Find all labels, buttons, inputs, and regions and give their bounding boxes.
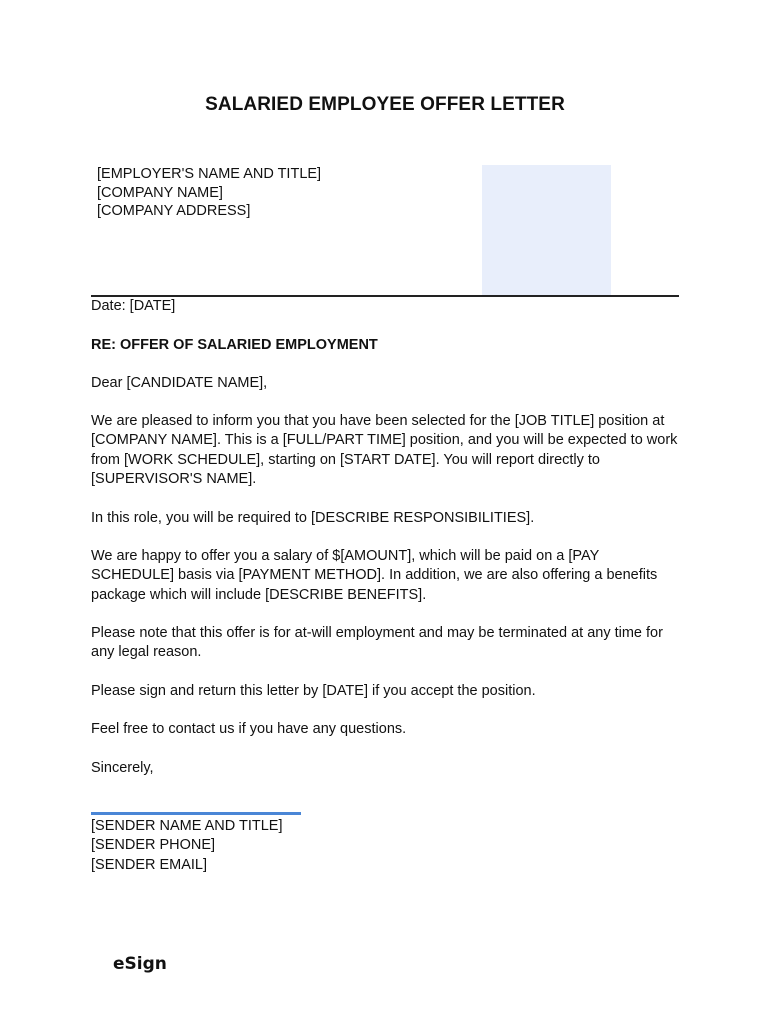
- paragraph-salary: We are happy to offer you a salary of $[AMOUNT], which will be paid on a [PAY SCHEDULE] basis via [PAYMENT METHOD]. In addition, we are also offering a benefits package which will include [DESCRIBE BENEFITS].: [91, 548, 658, 603]
- employer-company-address: [COMPANY ADDRESS]: [97, 203, 251, 219]
- salutation: Dear [CANDIDATE NAME],: [91, 375, 268, 391]
- employer-block: [97, 165, 321, 221]
- logo-placeholder[interactable]: [482, 165, 611, 297]
- employer-company-name: [COMPANY NAME]: [97, 184, 223, 201]
- paragraph-at-will: Please note that this offer is for at-will employment and may be terminated at any time for any legal reason.: [91, 625, 663, 661]
- date-line: Date: [DATE]: [91, 298, 176, 314]
- closing: Sincerely,: [91, 760, 154, 776]
- document-title: SALARIED EMPLOYEE OFFER LETTER: [205, 94, 565, 115]
- sender-block: [91, 817, 283, 875]
- signature-line[interactable]: [91, 812, 301, 815]
- paragraph-sign-return: Please sign and return this letter by [DATE] if you accept the position.: [91, 683, 536, 699]
- paragraph-responsibilities: In this role, you will be required to [DESCRIBE RESPONSIBILITIES].: [91, 510, 535, 526]
- employer-name-title: [EMPLOYER'S NAME AND TITLE]: [97, 166, 322, 182]
- paragraph-intro: We are pleased to inform you that you have been selected for the [JOB TITLE] position at [COMPANY NAME]. This is a [FULL/PART TIME] position, and you will be expected to work from [WORK SCHEDULE], starting on [START DATE]. You will report directly to [SUPERVISOR'S NAME].: [91, 413, 678, 488]
- re-line: RE: OFFER OF SALARIED EMPLOYMENT: [91, 337, 378, 353]
- paragraph-contact: Feel free to contact us if you have any questions.: [91, 721, 407, 737]
- sender-name-title: [SENDER NAME AND TITLE]: [91, 818, 283, 834]
- esign-logo: eSign: [113, 954, 167, 974]
- sender-phone: [SENDER PHONE]: [91, 837, 216, 854]
- sender-email: [SENDER EMAIL]: [91, 856, 208, 873]
